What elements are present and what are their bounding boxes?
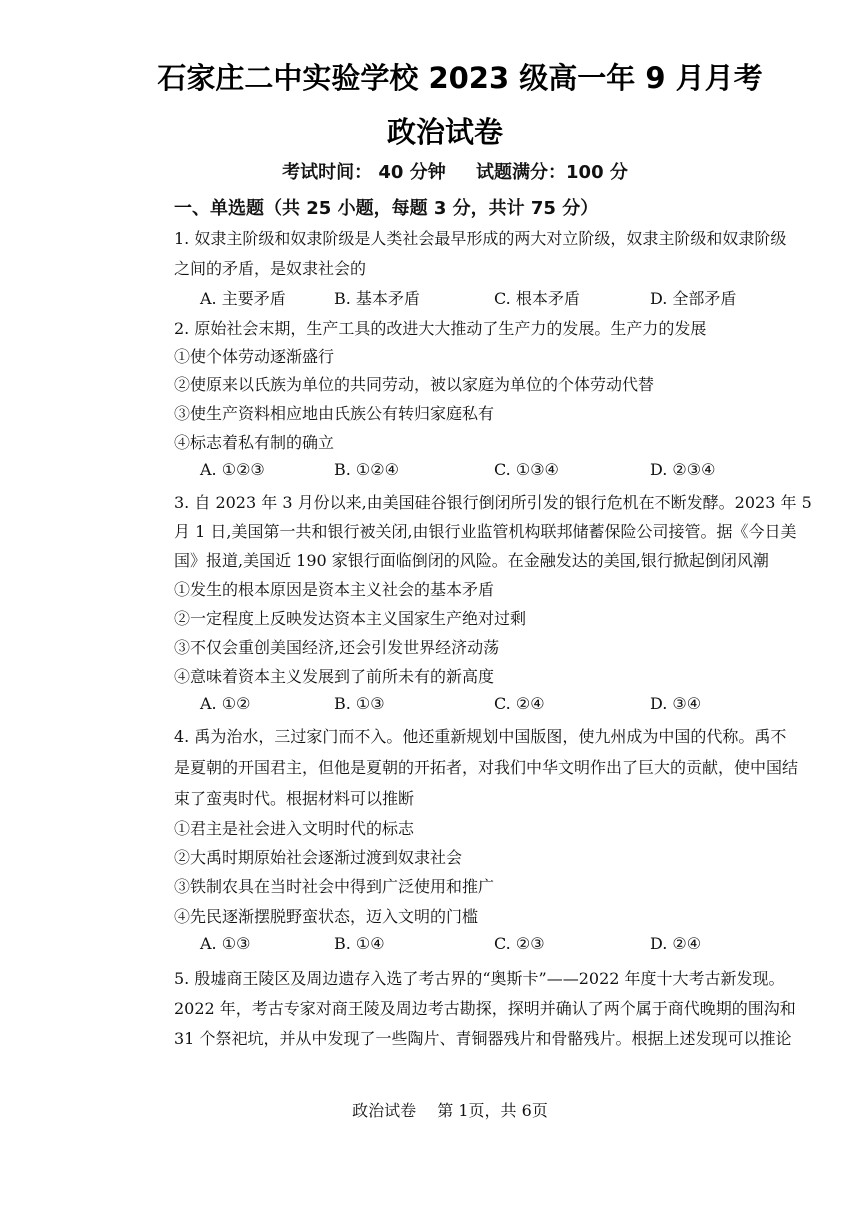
q3-options bbox=[200, 694, 800, 718]
q4-stem-line: 束了蛮夷时代。根据材料可以推断 bbox=[174, 789, 415, 808]
q2-options bbox=[200, 460, 800, 484]
q2-stem-line: 2. 原始社会末期，生产工具的改进大大推动了生产力的发展。生产力的发展 bbox=[174, 319, 707, 338]
q1-stem-line: 之间的矛盾，是奴隶社会的 bbox=[174, 259, 367, 278]
q1-option-b[interactable]: B. 基本矛盾 bbox=[334, 289, 420, 308]
q1-option-a[interactable]: A. 主要矛盾 bbox=[200, 289, 286, 308]
exam-meta bbox=[0, 158, 860, 184]
q3-option-a[interactable]: A. ①② bbox=[200, 694, 251, 713]
exam-time: 考试时间： 40 分钟 bbox=[282, 162, 446, 183]
q1-option-c[interactable]: C. 根本矛盾 bbox=[494, 289, 580, 308]
q4-option-d[interactable]: D. ②④ bbox=[650, 934, 702, 953]
footer-subject: 政治试卷 bbox=[352, 1101, 417, 1120]
q3-option-b[interactable]: B. ①③ bbox=[334, 694, 385, 713]
q4-option-a[interactable]: A. ①③ bbox=[200, 934, 251, 953]
q3-statement: ④意味着资本主义发展到了前所未有的新高度 bbox=[174, 667, 495, 686]
q4-statement: ④先民逐渐摆脱野蛮状态，迈入文明的门槛 bbox=[174, 907, 479, 926]
q2-statement: ②使原来以氏族为单位的共同劳动，被以家庭为单位的个体劳动代替 bbox=[174, 375, 655, 394]
page-number: 第 1页，共 6页 bbox=[437, 1101, 548, 1120]
q3-option-d[interactable]: D. ③④ bbox=[650, 694, 702, 713]
q4-stem-line: 4. 禹为治水，三过家门而不入。他还重新规划中国版图，使九州成为中国的代称。禹不 bbox=[174, 727, 787, 746]
exam-subtitle: 政治试卷 bbox=[386, 115, 503, 149]
q2-option-c[interactable]: C. ①③④ bbox=[494, 460, 559, 479]
q2-statement: ①使个体劳动逐渐盛行 bbox=[174, 347, 335, 366]
q4-option-b[interactable]: B. ①④ bbox=[334, 934, 385, 953]
q2-statement: ③使生产资料相应地由氏族公有转归家庭私有 bbox=[174, 404, 495, 423]
q3-stem-line: 国》报道,美国近 190 家银行面临倒闭的风险。在金融发达的美国,银行掀起倒闭风潮 bbox=[174, 551, 769, 570]
q5-stem-line: 2022 年，考古专家对商王陵及周边考古勘探，探明并确认了两个属于商代晚期的围沟和 bbox=[174, 999, 796, 1018]
q2-option-b[interactable]: B. ①②④ bbox=[334, 460, 399, 479]
q4-stem-line: 是夏朝的开国君主，但他是夏朝的开拓者，对我们中华文明作出了巨大的贡献，使中国结 bbox=[174, 758, 799, 777]
q2-statement: ④标志着私有制的确立 bbox=[174, 433, 335, 452]
q4-option-c[interactable]: C. ②③ bbox=[494, 934, 545, 953]
q4-statement: ③铁制农具在当时社会中得到广泛使用和推广 bbox=[174, 877, 495, 896]
q3-stem-line: 3. 自 2023 年 3 月份以来,由美国硅谷银行倒闭所引发的银行危机在不断发酵。2023 年 5 bbox=[174, 493, 812, 512]
q1-options bbox=[200, 286, 800, 310]
q3-statement: ③不仅会重创美国经济,还会引发世界经济动荡 bbox=[174, 638, 500, 657]
full-score: 试题满分：100 分 bbox=[476, 162, 628, 183]
q3-stem-line: 月 1 日,美国第一共和银行被关闭,由银行业监管机构联邦储蓄保险公司接管。据《今日美 bbox=[174, 522, 797, 541]
q1-stem-line: 1. 奴隶主阶级和奴隶阶级是人类社会最早形成的两大对立阶级，奴隶主阶级和奴隶阶级 bbox=[174, 229, 787, 248]
q3-statement: ②一定程度上反映发达资本主义国家生产绝对过剩 bbox=[174, 609, 527, 628]
q3-statement: ①发生的根本原因是资本主义社会的基本矛盾 bbox=[174, 580, 495, 599]
q4-statement: ①君主是社会进入文明时代的标志 bbox=[174, 819, 415, 838]
q2-option-a[interactable]: A. ①②③ bbox=[200, 460, 265, 479]
q2-option-d[interactable]: D. ②③④ bbox=[650, 460, 716, 479]
q1-option-d[interactable]: D. 全部矛盾 bbox=[650, 289, 737, 308]
q4-statement: ②大禹时期原始社会逐渐过渡到奴隶社会 bbox=[174, 848, 463, 867]
page-footer bbox=[0, 1098, 860, 1121]
section-heading: 一、单选题（共 25 小题，每题 3 分，共计 75 分） bbox=[174, 198, 599, 219]
q5-stem-line: 5. 殷墟商王陵区及周边遗存入选了考古界的“奥斯卡”——2022 年度十大考古新发现。 bbox=[174, 969, 785, 988]
q3-option-c[interactable]: C. ②④ bbox=[494, 694, 545, 713]
q5-stem-line: 31 个祭祀坑，并从中发现了一些陶片、青铜器残片和骨骼残片。根据上述发现可以推论 bbox=[174, 1029, 792, 1048]
q4-options bbox=[200, 934, 800, 958]
exam-title: 石家庄二中实验学校 2023 级高一年 9 月月考 bbox=[157, 61, 763, 95]
